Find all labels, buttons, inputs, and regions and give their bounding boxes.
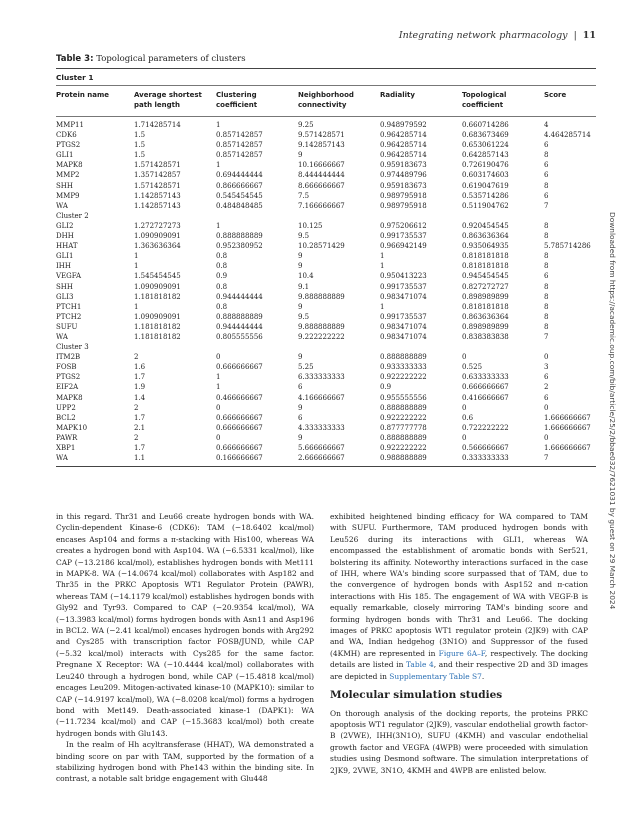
table-row — [56, 261, 596, 271]
table-cell: 0.989795918 — [380, 201, 427, 210]
table-cell: 1.1 — [134, 454, 146, 463]
table-cell: 1.181818182 — [134, 292, 181, 301]
header-separator: | — [573, 30, 577, 41]
table-cell: 0.8 — [216, 262, 228, 271]
table-cell: MAPK8 — [56, 161, 83, 170]
table-cell: MMP11 — [56, 121, 84, 129]
table-cell: 1.4 — [134, 393, 146, 402]
table-cell: 0.888888889 — [380, 433, 427, 442]
table-cell: 0.983471074 — [380, 292, 427, 301]
table-cell: 0.545454545 — [216, 191, 263, 200]
table-cell: 0.642857143 — [462, 151, 509, 160]
table-cell: 0 — [216, 403, 221, 412]
table-cell: 0.511904762 — [462, 201, 509, 210]
table-cell: 2.1 — [134, 423, 146, 432]
table-cell: 0.666666667 — [216, 413, 263, 422]
table-cell: 0.866666667 — [216, 181, 263, 190]
table-cell: 0.959183673 — [380, 161, 427, 170]
table-cell: 0.8 — [216, 302, 228, 311]
table-cell: 0.863636364 — [462, 312, 509, 321]
table-cell: 0.818181818 — [462, 252, 509, 261]
table-cell: 6.333333333 — [298, 373, 345, 382]
table-row — [56, 413, 596, 423]
table-cell: 0.484848485 — [216, 201, 263, 210]
col-header-protein: Protein name — [56, 91, 110, 99]
table-cell: 0.818181818 — [462, 302, 509, 311]
table-cell: 0.535714286 — [462, 191, 509, 200]
table-cell: 9 — [298, 302, 303, 311]
table-cell: 0.666666667 — [216, 363, 263, 372]
table-cell: 9.571428571 — [298, 131, 345, 140]
table-cell: 1.6 — [134, 363, 146, 372]
table-cell: 0.922222222 — [380, 444, 427, 452]
section-heading: Molecular simulation studies — [330, 689, 503, 702]
table-cell: 4.333333333 — [298, 423, 345, 432]
table-cell: 0.989795918 — [380, 191, 427, 200]
table-cell: 0.6 — [462, 413, 474, 422]
download-watermark: Downloaded from https://academic.oup.com/bib/article/25/2/bbae032/7621031 by guest on 29 March 2024 — [608, 212, 617, 610]
table-cell: 0.8 — [216, 282, 228, 291]
table-cell: 1 — [134, 252, 139, 261]
table-cell: 0.991735537 — [380, 232, 427, 241]
table-caption — [56, 54, 246, 64]
table-cell: 0.948979592 — [380, 121, 427, 129]
table-row — [56, 423, 596, 433]
table-cell: 0.619047619 — [462, 181, 509, 190]
table-cell: 1 — [216, 161, 221, 170]
table-cell: 9.222222222 — [298, 332, 345, 341]
table-cell: 0.922222222 — [380, 373, 427, 382]
table-cell: PTCH1 — [56, 302, 82, 311]
table-cell: 9.5 — [298, 232, 310, 241]
table-cell: 0.920454545 — [462, 221, 509, 230]
table-cell: 8 — [544, 181, 549, 190]
table-cell: IHH — [56, 262, 71, 271]
table-cell: FOSB — [56, 363, 77, 372]
table-row — [56, 372, 596, 382]
table-cell: 0.944444444 — [216, 322, 263, 331]
table-cell: 1.090909091 — [134, 282, 181, 291]
table-cell: 5.25 — [298, 363, 314, 372]
table-cell: UPP2 — [56, 403, 76, 412]
table-row — [56, 443, 596, 453]
table-cell: 10.28571429 — [298, 242, 345, 251]
table-cell: 7 — [544, 332, 549, 341]
table-cell: 2.666666667 — [298, 454, 345, 463]
table-cell: HHAT — [56, 242, 78, 251]
table-cell: 0.805555556 — [216, 332, 263, 341]
table-cell: 0.888888889 — [216, 312, 263, 321]
table-cell: 0.603174603 — [462, 171, 509, 180]
table-cell: 0.933333333 — [380, 363, 427, 372]
table-cell: 9 — [298, 353, 303, 362]
table-cell: VEGFA — [56, 272, 82, 281]
table-cell: 0.952380952 — [216, 242, 263, 251]
table-cell: 0.964285714 — [380, 151, 427, 160]
table-cell: PTGS2 — [56, 373, 81, 382]
table-cell: 4 — [544, 121, 549, 129]
table-cell: WA — [56, 332, 68, 341]
table-cell: 1.142857143 — [134, 191, 181, 200]
table-cell: 9 — [298, 262, 303, 271]
table-cell: 8 — [544, 262, 549, 271]
table-cell: 1.5 — [134, 131, 146, 140]
table-cell: 0.666666667 — [216, 423, 263, 432]
table-cell: 8.666666667 — [298, 181, 345, 190]
table-cell: 0.964285714 — [380, 141, 427, 150]
cluster-1-title: Cluster 1 — [56, 73, 94, 82]
running-header — [399, 30, 596, 41]
table-cell: 0.898989899 — [462, 292, 509, 301]
table-row — [56, 403, 596, 413]
table-cell: 8 — [544, 302, 549, 311]
table-cell: MMP9 — [56, 191, 80, 200]
table-cell: 6 — [544, 272, 549, 281]
table-cell: 0 — [216, 353, 221, 362]
table-cell: 1 — [216, 221, 221, 230]
table-cell: 0 — [462, 403, 467, 412]
table-cell: 1.9 — [134, 383, 146, 392]
cluster-3-title: Cluster 3 — [56, 343, 89, 352]
table-cell: MAPK8 — [56, 393, 83, 402]
table-cell: 1.181818182 — [134, 322, 181, 331]
table-cell: 2 — [134, 353, 139, 362]
table-cell: 0.945454545 — [462, 272, 509, 281]
table-cell: 9.142857143 — [298, 141, 345, 150]
table-cell: 9 — [298, 433, 303, 442]
table-label: Table 3: — [56, 54, 94, 64]
right-paragraph-2: On thorough analysis of the docking reports, the proteins PRKC apoptosis WT1 regulator (2JK9), vascular endothelial growth factor-B (2VWE), IHH(3N1O), SUFU (4KMH) and vascular endothelial growth factor and VEGFA (4WPB) were proceeded with simulation studies using Desmond software. The simulation interpretations of 2JK9, 2VWE, 3N1O, 4KMH and 4WPB are enlisted below. — [330, 708, 588, 775]
col-header-score: Score — [544, 91, 567, 99]
table-cell: 1.7 — [134, 373, 146, 382]
table-cell: 1.5 — [134, 151, 146, 160]
table-cell: 0.991735537 — [380, 312, 427, 321]
table-cell: 0.333333333 — [462, 454, 509, 463]
table-row — [56, 241, 596, 251]
table-cell: 0.466666667 — [216, 393, 263, 402]
table-cell: 6 — [544, 393, 549, 402]
table-row — [56, 433, 596, 443]
table-cell: 0.683673469 — [462, 131, 509, 140]
table-cell: 1.666666667 — [544, 444, 591, 452]
table-cell: 8.444444444 — [298, 171, 345, 180]
table-cell: 0 — [216, 433, 221, 442]
table-cell: 0.722222222 — [462, 423, 509, 432]
table-cell: 5.666666667 — [298, 444, 345, 452]
table-cell: 5.785714286 — [544, 242, 591, 251]
table-cell: 9.888888889 — [298, 322, 345, 331]
table-cell: 0 — [544, 403, 549, 412]
table-cell: 1.090909091 — [134, 232, 181, 241]
table-cell: 0.857142857 — [216, 131, 263, 140]
table-cell: 7.5 — [298, 191, 310, 200]
table-cell: 0.935064935 — [462, 242, 509, 251]
table-cell: 0.566666667 — [462, 444, 509, 452]
table-cell: 0.416666667 — [462, 393, 509, 402]
table-cell: 1.090909091 — [134, 312, 181, 321]
table-cell: 1 — [134, 262, 139, 271]
table-cell: 4.464285714 — [544, 131, 591, 140]
table-cell: 3 — [544, 363, 549, 372]
table-cell: 0 — [462, 353, 467, 362]
table-cell: 0.983471074 — [380, 332, 427, 341]
table-cell: 0.888888889 — [216, 232, 263, 241]
table-cell: 6 — [544, 141, 549, 150]
table-cell: 1.142857143 — [134, 201, 181, 210]
table-row — [56, 332, 596, 342]
table-cell: BCL2 — [56, 413, 76, 422]
table-cell: 8 — [544, 292, 549, 301]
table-row — [56, 130, 596, 140]
col-header-radiality: Radiality — [380, 91, 415, 99]
table-cell: MMP2 — [56, 171, 80, 180]
table-row — [56, 140, 596, 150]
table-cell: 1.363636364 — [134, 242, 181, 251]
table-cell: 0.8 — [216, 252, 228, 261]
table-cell: 0.9 — [216, 272, 228, 281]
table-cell: 0.653061224 — [462, 141, 509, 150]
table-cell: 0.877777778 — [380, 423, 427, 432]
table-cell: 4.166666667 — [298, 393, 345, 402]
table-cell: 1 — [380, 262, 385, 271]
table-cell: 6 — [544, 191, 549, 200]
table-cell: 1.7 — [134, 444, 146, 452]
table-cell: 1 — [216, 373, 221, 382]
table-cell: ITM2B — [56, 353, 81, 362]
table-cell: 8 — [544, 252, 549, 261]
table-cell: 1.272727273 — [134, 221, 181, 230]
table-cell: 0.166666667 — [216, 454, 263, 463]
table-cell: DHH — [56, 232, 74, 241]
table-cell: 1.666666667 — [544, 423, 591, 432]
table-cell: 8 — [544, 282, 549, 291]
table-row — [56, 221, 596, 231]
table-cell: 6 — [298, 413, 303, 422]
table-cell: PTCH2 — [56, 312, 82, 321]
table-cell: 0.863636364 — [462, 232, 509, 241]
table-cell: PAWR — [56, 433, 78, 442]
table-cell: 10.4 — [298, 272, 314, 281]
table-cell: 8 — [544, 221, 549, 230]
left-paragraph-2: In the realm of Hh acyltransferase (HHAT), WA demonstrated a binding score on par with TAM, supported by the formation of a stabilizing hydrogen bond with Phe143 within the binding site. In contrast, a notable salt bridge engagement with Glu448 — [56, 740, 314, 784]
table-row — [56, 362, 596, 372]
table-cell: 8 — [544, 312, 549, 321]
cluster-2-title: Cluster 2 — [56, 211, 89, 220]
table-cell: 10.16666667 — [298, 161, 345, 170]
table-cell: 1 — [380, 252, 385, 261]
table-4-link[interactable]: Table 4 — [406, 660, 434, 670]
table-cell: WA — [56, 454, 68, 463]
table-row — [56, 231, 596, 241]
table-cell: 0.694444444 — [216, 171, 263, 180]
table-cell: MAPK10 — [56, 423, 88, 432]
table-cell: GLI1 — [56, 151, 74, 160]
table-cell: 0.525 — [462, 363, 483, 372]
table-cell: 0.726190476 — [462, 161, 509, 170]
table-cell: 0.974489796 — [380, 171, 427, 180]
table-cell: GLI2 — [56, 221, 74, 230]
table-bottom-rule — [56, 466, 596, 467]
table-row — [56, 453, 596, 463]
figure-6-link[interactable]: Figure 6A–F — [438, 648, 485, 658]
table-cell: 7.166666667 — [298, 201, 345, 210]
table-row — [56, 170, 596, 180]
col-header-clustering: Clustering coefficient — [216, 91, 258, 109]
col-header-avg-path: Average shortest path length — [134, 91, 202, 109]
table-row — [56, 181, 596, 191]
left-paragraph-1: in this regard. Thr31 and Leu66 create hydrogen bonds with WA. Cyclin-dependent Kinase-6 (CDK6): TAM (−18.6402 kcal/mol) encases Asp104 and forms a π-stacking with His100, whereas WA creates a hydrogen bond with Asp104. WA (−6.5331 kcal/mol), like CAP (−13.2186 kcal/mol), establishes hydrogen bonds with Met111 in MAPK-8. WA (−14.0674 kcal/mol) collaborates with Asp182 and Thr35 in the PRKC Apoptosis WT1 Regulator Protein (PAWR), whereas TAM (−14.1179 kcal/mol) establishes hydrogen bonds with Gly92 and Tyr93. Compared to CAP (−20.9354 kcal/mol), WA (−13.3983 kcal/mol) forms hydrogen bonds with Asn11 and Asp196 in BCL2. WA (−2.41 kcal/mol) encases hydrogen bonds with Arg292 and Cys285 with transcription factor FOSB/JUND, while CAP (−5.32 kcal/mol) interacts with Cys285 for the same factor. Pregnane X Receptor: WA (−10.4444 kcal/mol) collaborates with Leu240 through a hydrogen bond, while CAP (−15.4818 kcal/mol) encages Leu209. Mitogen-activated kinase-10 (MAPK10): similar to CAP (−14.9197 kcal/mol), WA (−8.0208 kcal/mol) forms a hydrogen bond with Met149. Death-associated kinase-1 (DAPK1): WA (−11.7234 kcal/mol) and CAP (−15.3683 kcal/mol) both create hydrogen bonds with Glu143. — [56, 512, 314, 738]
table-cell: 0.991735537 — [380, 282, 427, 291]
table-cell: 0.888888889 — [380, 353, 427, 362]
table-cell: 1 — [380, 302, 385, 311]
table-row — [56, 201, 596, 211]
table-cell: EIF2A — [56, 383, 79, 392]
table-cell: 6 — [298, 383, 303, 392]
table-row — [56, 150, 596, 160]
table-cell: 1 — [134, 302, 139, 311]
table-cell: 1.7 — [134, 413, 146, 422]
table-cell: 0.838383838 — [462, 332, 509, 341]
table-cell: 9.25 — [298, 121, 314, 129]
table-row — [56, 322, 596, 332]
table-cell: 1.571428571 — [134, 161, 181, 170]
table-cell: 2 — [134, 403, 139, 412]
table-cell: 1.357142857 — [134, 171, 181, 180]
table-cell: 0.988888889 — [380, 454, 427, 463]
table-cell: 0.983471074 — [380, 322, 427, 331]
table-cell: 0.950413223 — [380, 272, 427, 281]
table-cell: 9 — [298, 151, 303, 160]
table-cell: 6 — [544, 373, 549, 382]
table-body — [56, 117, 596, 466]
table-cell: 6 — [544, 171, 549, 180]
table-cell: 0.818181818 — [462, 262, 509, 271]
table-cell: 0.827272727 — [462, 282, 509, 291]
table-cell: 0.666666667 — [216, 444, 263, 452]
table-cell: 0.955555556 — [380, 393, 427, 402]
table-row — [56, 382, 596, 392]
table-cell: 0.966942149 — [380, 242, 427, 251]
topology-table — [56, 68, 596, 467]
table-row — [56, 292, 596, 302]
table-cell: GLI1 — [56, 252, 74, 261]
table-cell: CDK6 — [56, 131, 77, 140]
table-cell: PTGS2 — [56, 141, 81, 150]
table-cell: 9.888888889 — [298, 292, 345, 301]
table-row — [56, 393, 596, 403]
table-cell: 0.660714286 — [462, 121, 509, 129]
table-cell: 8 — [544, 151, 549, 160]
table-cell: 10.125 — [298, 221, 323, 230]
table-cell: 0.666666667 — [462, 383, 509, 392]
table-row — [56, 160, 596, 170]
table-cell: SUFU — [56, 322, 78, 331]
table-cell: GLI3 — [56, 292, 74, 301]
table-cell: 1.714285714 — [134, 121, 181, 129]
table-row — [56, 271, 596, 281]
table-cell: 0.944444444 — [216, 292, 263, 301]
table-cell: 8 — [544, 322, 549, 331]
table-cell: 1.545454545 — [134, 272, 181, 281]
table-cell: 0 — [544, 433, 549, 442]
running-title: Integrating network pharmacology — [398, 30, 568, 41]
table-cell: SHH — [56, 181, 74, 190]
table-caption-text: Topological parameters of clusters — [96, 54, 246, 64]
page-number: 11 — [582, 30, 596, 41]
table-cell: 0 — [544, 353, 549, 362]
table-row — [56, 312, 596, 322]
table-cell: 0.922222222 — [380, 413, 427, 422]
table-cell: 8 — [544, 232, 549, 241]
table-cell: 7 — [544, 201, 549, 210]
right-paragraph-1: exhibited heightened binding efficacy for WA compared to TAM with SUFU. Furthermore, TAM produced hydrogen bonds with Leu526 during its interactions with GLI1, whereas WA encompassed the establishment of aromatic bonds with Ser521, bolstering its affinity. Noteworthy interactions surfaced in the case of IHH, where WA's binding score surpassed that of TAM, due to the convergence of hydrogen bonds with Asp152 and π-cation interactions with His 185. The engagement of WA with VEGF-B is equally remarkable, closely mirroring TAM's binding score and forming hydrogen bonds with Thr31 and Leu66. The docking images of PRKC apoptosis WT1 regulator protein (2JK9) with CAP and WA, Indian hedgehog (3N1O) and Suppressor of the fused (4KMH) are represented in Figure 6A–F, respectively. The docking details are listed in Table 4, and their respective 2D and 3D images are depicted in Supplementary Table S7. — [330, 512, 589, 681]
table-cell: 1.666666667 — [544, 413, 591, 422]
table-cell: 7 — [544, 454, 549, 463]
table-row — [56, 191, 596, 201]
table-cell: 0.975206612 — [380, 221, 427, 230]
table-cell: 2 — [134, 433, 139, 442]
col-header-neighborhood: Neighborhood connectivity — [298, 91, 354, 109]
right-text-column — [330, 511, 588, 776]
table-cell: 0.888888889 — [380, 403, 427, 412]
table-cell: 0.633333333 — [462, 373, 509, 382]
table-row — [56, 251, 596, 261]
table-cell: 9.1 — [298, 282, 310, 291]
left-text-column — [56, 511, 314, 785]
table-cell: 1.181818182 — [134, 332, 181, 341]
table-cell: 0.857142857 — [216, 151, 263, 160]
table-cell: 9 — [298, 252, 303, 261]
table-cell: 1 — [216, 383, 221, 392]
table-cell: 9.5 — [298, 312, 310, 321]
table-cell: 0.857142857 — [216, 141, 263, 150]
table-row — [56, 352, 596, 362]
table-cell: WA — [56, 201, 68, 210]
table-cell: 0.964285714 — [380, 131, 427, 140]
table-cell: 1.5 — [134, 141, 146, 150]
table-cell: 1.571428571 — [134, 181, 181, 190]
table-row — [56, 282, 596, 292]
table-row — [56, 302, 596, 312]
table-cell: SHH — [56, 282, 74, 291]
table-header-row — [56, 86, 596, 116]
supplementary-table-link[interactable]: Supplementary Table S7 — [389, 671, 482, 681]
table-cell: 0.9 — [380, 383, 392, 392]
table-cell: 9 — [298, 403, 303, 412]
table-cell: 0 — [462, 433, 467, 442]
col-header-topological: Topological coefficient — [462, 91, 507, 109]
table-cell: 6 — [544, 161, 549, 170]
table-cell: 1 — [216, 121, 221, 129]
table-row — [56, 120, 596, 130]
table-cell: XBP1 — [56, 444, 76, 452]
table-cell: 0.898989899 — [462, 322, 509, 331]
table-cell: 0.959183673 — [380, 181, 427, 190]
table-cell: 2 — [544, 383, 549, 392]
